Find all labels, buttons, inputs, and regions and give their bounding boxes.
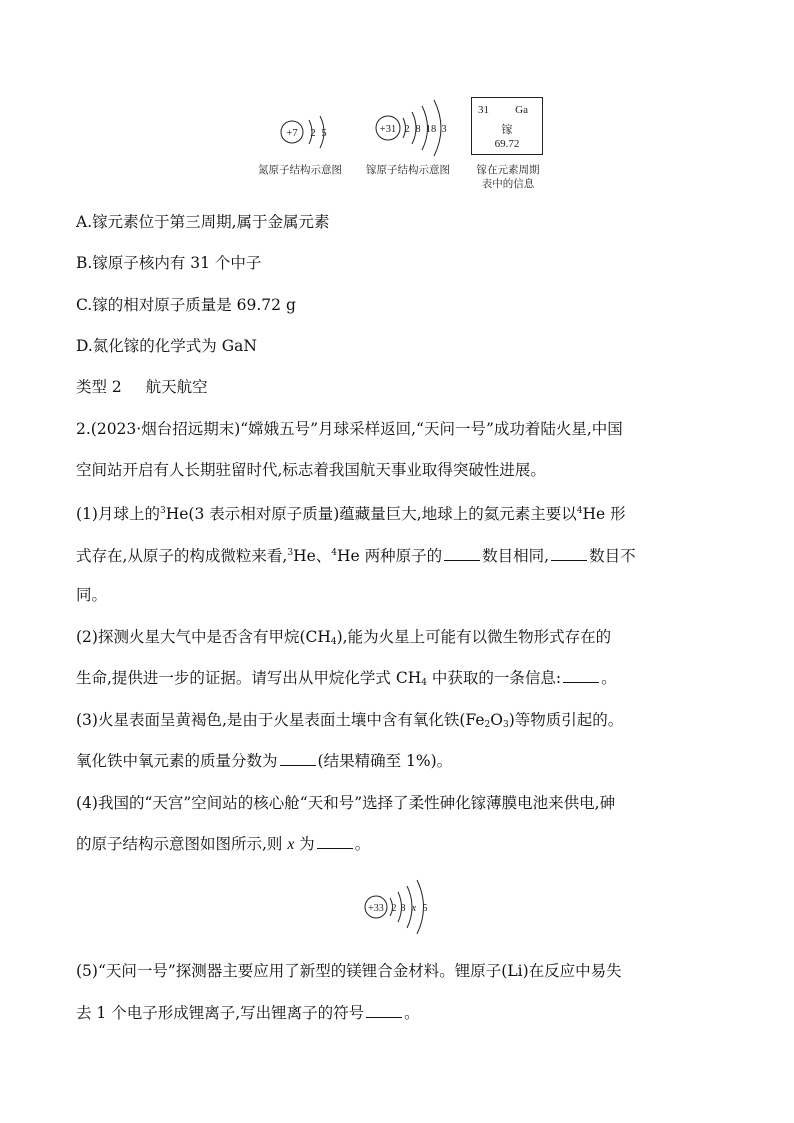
section-title: 航天航空 xyxy=(145,378,208,396)
answer-blank-1b[interactable] xyxy=(551,546,587,561)
answer-blank-3[interactable] xyxy=(280,751,316,766)
question-intro-line-1: 2.(2023·烟台招远期末)“嫦娥五号”月球采样返回,“天问一号”成功着陆火星,中国 xyxy=(76,420,623,438)
arsenic-atom-diagram xyxy=(362,876,438,938)
part3-line-2: 氧化铁中氧元素的质量分数为 (结果精确至 1%)。 xyxy=(76,752,453,770)
gallium-periodic-cell xyxy=(471,97,543,155)
arsenic-shell-1: 2 xyxy=(391,903,397,914)
part4-line-1: (4)我国的“天宫”空间站的核心舱“天和号”选择了柔性砷化镓薄膜电池来供电,砷 xyxy=(76,794,616,812)
part2-line-1: (2)探测火星大气中是否含有甲烷$(CH_4)$,能为火星上可能有以微生物形式存在的 xyxy=(76,628,612,647)
answer-blank-1a[interactable] xyxy=(444,546,480,561)
option-c: C.镓的相对原子质量是 69.72 g xyxy=(76,296,296,314)
gallium-shell-1: 2 xyxy=(404,124,410,135)
part1-line-2: 式存在,从原子的构成微粒来看,$^3$He、$^4$He 两种原子的 数目相同, 数目不 xyxy=(76,547,636,565)
nitrogen-caption: 氮原子结构示意图 xyxy=(258,164,342,176)
part5-line-2: 去 1 个电子形成锂离子,写出锂离子的符号 。 xyxy=(76,1004,420,1022)
part1-line-1: (1)月球上的$^3$He(3 表示相对原子质量)蕴藏量巨大,地球上的氦元素主要以$^4$He 形 xyxy=(76,505,626,523)
option-d: D.氮化镓的化学式为 GaN xyxy=(76,337,257,355)
gallium-caption: 镓原子结构示意图 xyxy=(366,164,450,176)
element-symbol: Ga xyxy=(515,104,528,116)
question-intro-line-2: 空间站开启有人长期驻留时代,标志着我国航天事业取得突破性进展。 xyxy=(76,461,546,479)
part3-line-1: (3)火星表面呈黄褐色,是由于火星表面土壤中含有氧化铁$(Fe_2O_3)$等物质引起的。 xyxy=(76,711,624,730)
gallium-shell-3: 18 xyxy=(425,124,437,135)
gallium-nucleus-label: +31 xyxy=(379,124,397,135)
gallium-atom-diagram xyxy=(372,96,456,160)
periodic-cell-caption-2: 表中的信息 xyxy=(481,178,535,190)
gallium-shell-2: 8 xyxy=(415,124,421,135)
part4-line-2: 的原子结构示意图如图所示,则 x 为 。 xyxy=(76,835,371,853)
arsenic-shell-2: 8 xyxy=(400,903,406,914)
option-b: B.镓原子核内有 31 个中子 xyxy=(76,254,262,272)
nitrogen-shell-2: 5 xyxy=(321,128,327,139)
section-type: 类型 2 xyxy=(76,378,122,396)
arsenic-shell-3: x xyxy=(411,903,417,914)
arsenic-nucleus-label: +33 xyxy=(368,903,384,914)
nitrogen-nucleus-label: +7 xyxy=(286,128,298,139)
answer-blank-4[interactable] xyxy=(317,834,353,849)
nitrogen-shell-1: 2 xyxy=(310,128,316,139)
atomic-mass: 69.72 xyxy=(494,138,520,150)
atomic-number: 31 xyxy=(478,104,489,116)
part5-line-1: (5)“天问一号”探测器主要应用了新型的镁锂合金材料。锂原子(Li)在反应中易失 xyxy=(76,962,622,980)
nitrogen-atom-diagram xyxy=(276,108,346,156)
arsenic-shell-4: 5 xyxy=(422,903,428,914)
periodic-cell-caption-1: 镓在元素周期 xyxy=(476,164,540,176)
answer-blank-2[interactable] xyxy=(563,668,599,683)
answer-blank-5[interactable] xyxy=(366,1003,402,1018)
section-header xyxy=(76,376,726,398)
part1-line-3: 同。 xyxy=(76,586,108,604)
element-name: 镓 xyxy=(501,124,513,136)
part2-line-2: 生命,提供进一步的证据。请写出从甲烷化学式 $CH_4$ 中获取的一条信息: 。 xyxy=(76,669,617,688)
gallium-shell-4: 3 xyxy=(441,124,447,135)
option-a: A.镓元素位于第三周期,属于金属元素 xyxy=(76,213,330,231)
